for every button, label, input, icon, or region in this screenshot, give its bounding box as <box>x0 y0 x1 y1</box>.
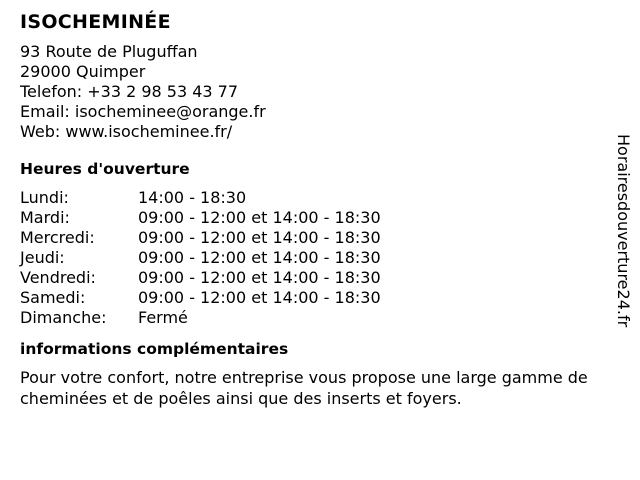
hours-row-monday <box>20 188 610 208</box>
hours-day: Jeudi: <box>20 248 65 267</box>
address-city: 29000 Quimper <box>20 62 146 81</box>
hours-day: Vendredi: <box>20 268 96 287</box>
hours-time: Fermé <box>138 308 188 327</box>
hours-row-sunday <box>20 308 610 328</box>
business-name: ISOCHEMINÉE <box>20 11 171 33</box>
hours-table <box>20 188 610 328</box>
site-watermark: Horairesdouverture24.fr <box>614 134 633 328</box>
hours-row-saturday <box>20 288 610 308</box>
email-line: Email: isocheminee@orange.fr <box>20 102 266 121</box>
address-street: 93 Route de Pluguffan <box>20 42 198 61</box>
hours-day: Mercredi: <box>20 228 95 247</box>
phone-line: Telefon: +33 2 98 53 43 77 <box>20 82 239 101</box>
hours-time: 09:00 - 12:00 et 14:00 - 18:30 <box>138 208 381 227</box>
hours-day: Samedi: <box>20 288 86 307</box>
hours-row-thursday <box>20 248 610 268</box>
hours-time: 09:00 - 12:00 et 14:00 - 18:30 <box>138 228 381 247</box>
info-description: Pour votre confort, notre entreprise vous propose une large gamme de cheminées et de poêles ainsi que des inserts et foyers. <box>20 368 588 408</box>
hours-heading: Heures d'ouverture <box>20 160 190 178</box>
hours-time: 09:00 - 12:00 et 14:00 - 18:30 <box>138 248 381 267</box>
info-heading: informations complémentaires <box>20 340 289 358</box>
hours-row-tuesday <box>20 208 610 228</box>
contact-block <box>20 42 610 142</box>
hours-time: 09:00 - 12:00 et 14:00 - 18:30 <box>138 288 381 307</box>
hours-time: 14:00 - 18:30 <box>138 188 247 207</box>
website-line: Web: www.isocheminee.fr/ <box>20 122 233 141</box>
hours-row-friday <box>20 268 610 288</box>
hours-day: Lundi: <box>20 188 69 207</box>
hours-time: 09:00 - 12:00 et 14:00 - 18:30 <box>138 268 381 287</box>
hours-row-wednesday <box>20 228 610 248</box>
business-card <box>20 10 610 409</box>
hours-day: Mardi: <box>20 208 70 227</box>
hours-day: Dimanche: <box>20 308 107 327</box>
